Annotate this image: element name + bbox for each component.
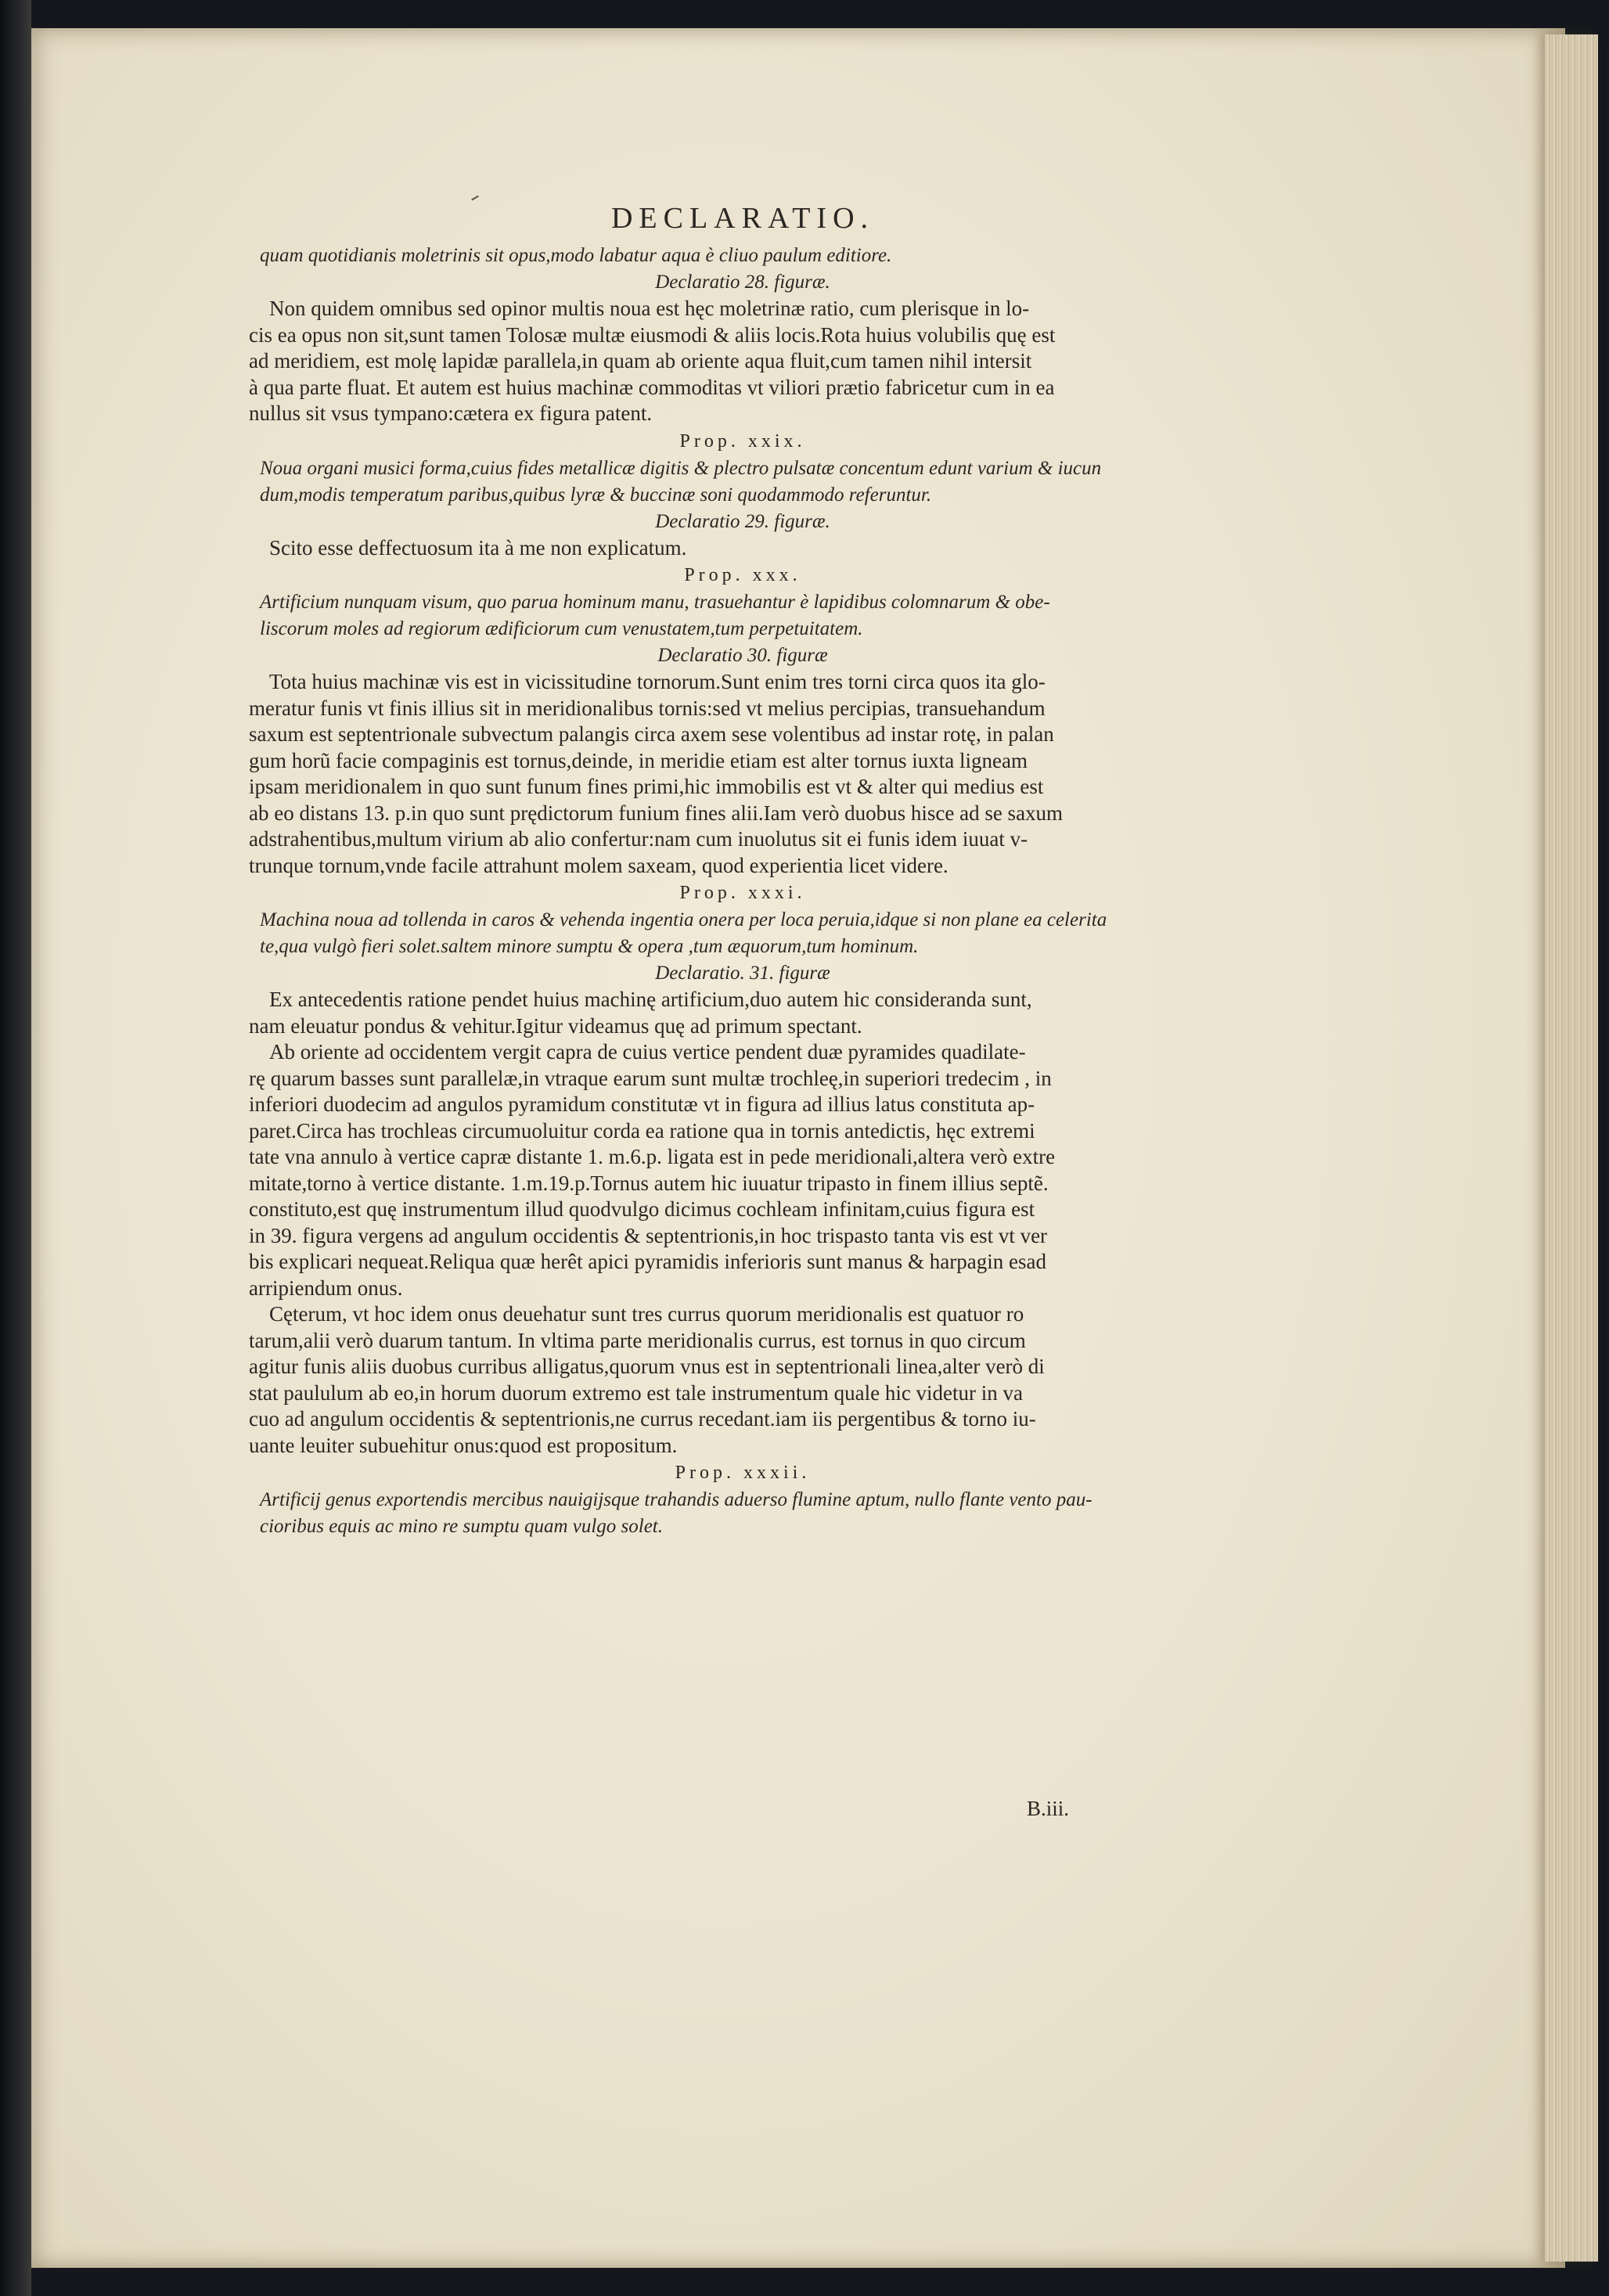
text-line: arripiendum onus.	[249, 1276, 403, 1300]
signature-mark: B.iii.	[1027, 1797, 1070, 1820]
text-line: nam eleuatur pondus & vehitur.Igitur videamus quę ad primum spectant.	[249, 1013, 862, 1038]
italic-summary-line: cioribus equis ac mino re sumptu quam vulgo solet.	[260, 1516, 664, 1537]
body-paragraph	[249, 1301, 1236, 1459]
declaratio-heading: Declaratio. 31. figuræ	[655, 963, 830, 984]
text-line: trunque tornum,vnde facile attrahunt molem saxeam, quod experientia licet videre.	[249, 853, 948, 877]
text-line: Cęterum, vt hoc idem onus deuehatur sunt tres currus quorum meridionalis est quatuor ro	[269, 1302, 1024, 1326]
text-line: ipsam meridionalem in quo sunt funum fines primi,hic immobilis est vt & alter qui medius est	[249, 775, 1044, 798]
text-line: rę quarum basses sunt parallelæ,in vtraque earum sunt multæ trochleę,in superiori tredecim , in	[249, 1066, 1052, 1090]
italic-summary-line: quam quotidianis moletrinis sit opus,modo labatur aqua è cliuo paulum editiore.	[260, 245, 892, 266]
italic-summary-line: Machina noua ad tollenda in caros & vehenda ingentia onera per loca peruia,idque si non plane ea celerita	[260, 909, 1107, 930]
proposition-heading: Prop. xxix.	[679, 430, 806, 452]
text-line: Tota huius machinæ vis est in vicissitudine tornorum.Sunt enim tres torni circa quos ita glo-	[269, 670, 1046, 693]
text-line: saxum est septentrionale subvectum palangis circa axem sese volentibus ad instar rotę, in palan	[249, 722, 1054, 746]
text-line: adstrahentibus,multum virium ab alio confertur:nam cum inuolutus sit ei funis idem iuuat v-	[249, 827, 1028, 851]
declaratio-heading: Declaratio 29. figuræ.	[655, 510, 830, 532]
text-line: paret.Circa has trochleas circumuoluitur corda ea ratione qua in tornis antedictis, hęc extremi	[249, 1118, 1035, 1143]
text-line: mitate,torno à vertice distante. 1.m.19.p.Tornus autem hic iuuatur tripasto in finem illius septẽ.	[249, 1171, 1049, 1195]
text-block	[249, 200, 1236, 1540]
text-line: ad meridiem, est molę lapidæ parallela,in quam ab oriente aqua fluit,cum tamen nihil intersit	[249, 349, 1032, 372]
proposition-heading: Prop. xxxii.	[675, 1463, 811, 1483]
body-paragraph	[249, 296, 1236, 427]
declaratio-heading: Declaratio 28. figuræ.	[655, 272, 830, 293]
text-line: uante leuiter subuehitur onus:quod est propositum.	[249, 1433, 678, 1457]
text-line: inferiori duodecim ad angulos pyramidum constitutæ vt in figura ad illius latus constituta ap-	[249, 1092, 1035, 1116]
text-line: tarum,alii verò duarum tantum. In vltima parte meridionalis currus, est tornus in quo circum	[249, 1328, 1026, 1352]
text-line: Scito esse deffectuosum ita à me non explicatum.	[269, 535, 687, 560]
book-spine-shadow	[0, 0, 31, 2296]
text-line: stat paululum ab eo,in horum duorum extremo est tale instrumentum quale hic videtur in va	[249, 1380, 1024, 1405]
content-blocks	[249, 243, 1236, 1540]
text-line: Non quidem omnibus sed opinor multis noua est hęc moletrinæ ratio, cum plerisque in lo-	[269, 297, 1030, 320]
body-paragraph	[249, 987, 1236, 1039]
body-paragraph	[249, 669, 1236, 879]
italic-summary-line: Artificium nunquam visum, quo parua hominum manu, trasuehantur è lapidibus colomnarum & obe-	[260, 592, 1050, 613]
text-line: ab eo distans 13. p.in quo sunt prędictorum funium fines alii.Iam verò duobus hisce ad se saxum	[249, 801, 1064, 825]
text-line: meratur funis vt finis illius sit in meridionalibus tornis:sed vt melius percipias, transuehandum	[249, 696, 1046, 720]
text-line: à qua parte fluat. Et autem est huius machinæ commoditas vt viliori prætio fabricetur cum in ea	[249, 375, 1055, 399]
proposition-heading: Prop. xxxi.	[679, 883, 806, 903]
italic-summary-line: Artificij genus exportendis mercibus nauigijsque trahandis aduerso flumine aptum, nullo flante vento pau-	[260, 1489, 1092, 1510]
text-line: agitur funis aliis duobus curribus alligatus,quorum vnus est in septentrionali linea,alter verò di	[249, 1355, 1045, 1378]
text-line: cis ea opus non sit,sunt tamen Tolosæ multæ eiusmodi & aliis locis.Rota huius volubilis quę est	[249, 322, 1056, 347]
text-line: in 39. figura vergens ad angulum occidentis & septentrionis,in hoc trispasto tanta vis est vt ver	[249, 1223, 1048, 1247]
body-paragraph	[249, 1039, 1236, 1301]
italic-summary-line: liscorum moles ad regiorum ædificiorum cum venustatem,tum perpetuitatem.	[260, 618, 863, 639]
text-line: gum horũ facie compaginis est tornus,deinde, in meridie etiam est alter tornus iuxta ligneam	[249, 748, 1028, 772]
italic-summary-line: te,qua vulgò fieri solet.saltem minore sumptu & opera ,tum æquorum,tum hominum.	[260, 936, 919, 957]
text-line: constituto,est quę instrumentum illud quodvulgo dicimus cochleam infinitam,cuius figura est	[249, 1197, 1035, 1221]
italic-summary-line: dum,modis temperatum paribus,quibus lyræ & buccinæ soni quodammodo referuntur.	[260, 484, 932, 506]
declaratio-heading: Declaratio 30. figuræ	[657, 645, 828, 666]
text-line: Ex antecedentis ratione pendet huius machinę artificium,duo autem hic consideranda sunt,	[269, 988, 1032, 1011]
text-line: Ab oriente ad occidentem vergit capra de cuius vertice pendent duæ pyramides quadilate-	[269, 1040, 1026, 1063]
text-line: tate vna annulo à vertice capræ distante 1. m.6.p. ligata est in pede meridionali,altera verò extre	[249, 1145, 1056, 1168]
text-line: bis explicari nequeat.Reliqua quæ herêt apici pyramidis inferioris sunt manus & harpagin esad	[249, 1250, 1046, 1273]
proposition-heading: Prop. xxx.	[684, 565, 801, 585]
page-fore-edge	[1545, 34, 1598, 2262]
italic-summary-line: Noua organi musici forma,cuius fides metallicæ digitis & plectro pulsatæ concentum edunt varium & iucun	[260, 457, 1102, 479]
text-line: nullus sit vsus tympano:cætera ex figura patent.	[249, 401, 653, 425]
body-paragraph	[249, 535, 1236, 562]
running-head: DECLARATIO.	[610, 202, 875, 235]
text-line: cuo ad angulum occidentis & septentrionis,ne currus recedant.iam iis pergentibus & torno iu-	[249, 1407, 1036, 1431]
